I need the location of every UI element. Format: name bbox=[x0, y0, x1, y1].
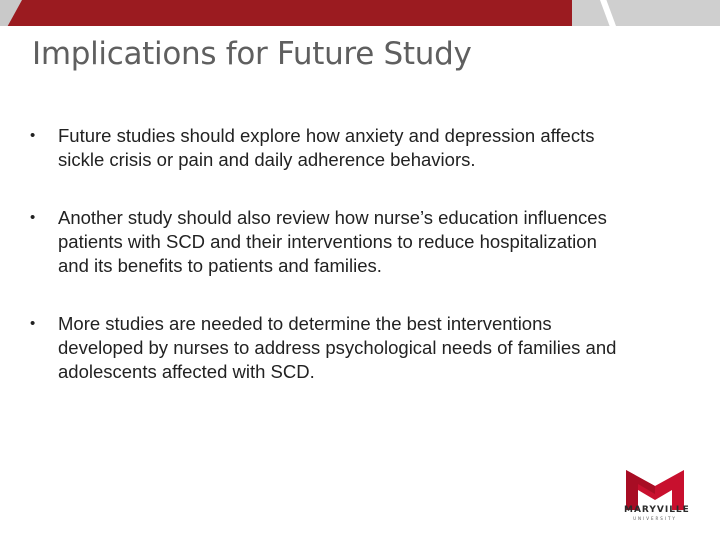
bullet-text: More studies are needed to determine the best interventions developed by nurses to address psychological needs of families and adolescents affected with SCD. bbox=[58, 313, 617, 382]
bullet-text: Another study should also review how nurse’s education influences patients with SCD and their interventions to reduce hospitalization and its benefits to patients and families. bbox=[58, 207, 607, 276]
logo-wordmark: MARYVILLE bbox=[624, 505, 690, 515]
top-banner bbox=[0, 0, 720, 26]
bullet-text: Future studies should explore how anxiety and depression affects sickle crisis or pain and daily adherence behaviors. bbox=[58, 125, 595, 170]
banner-stripe-right bbox=[572, 0, 720, 26]
bullet-marker: • bbox=[30, 209, 36, 226]
bullet-list bbox=[30, 124, 630, 384]
bullet-item bbox=[30, 206, 630, 278]
bullet-marker: • bbox=[30, 127, 36, 144]
slide-title: Implications for Future Study bbox=[32, 36, 472, 72]
banner-stripe-left bbox=[0, 0, 22, 26]
bullet-marker: • bbox=[30, 315, 36, 332]
logo-subtitle: UNIVERSITY bbox=[633, 516, 677, 521]
bullet-item bbox=[30, 312, 630, 384]
bullet-item bbox=[30, 124, 630, 172]
